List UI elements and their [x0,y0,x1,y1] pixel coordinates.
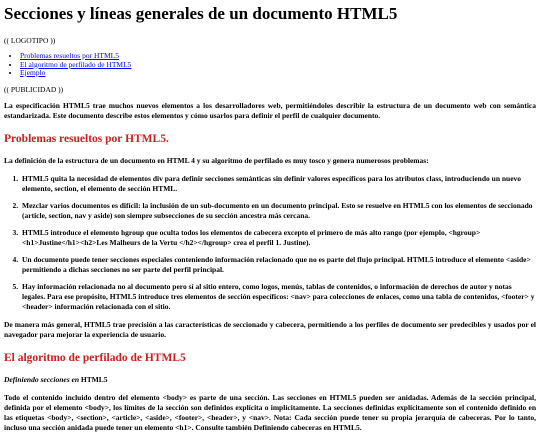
intro-paragraph: La especificación HTML5 trae muchos nuevos elementos a los desarrolladores web, permitiéndoles describir la estructura de un documento web con semántica estandarizada. Este documento describe estos elementos y cómo usarlos para definir el perfil de cualquier documento. [4,100,536,120]
section-heading-problemas: Problemas resueltos por HTML5. [4,132,169,145]
list-item: 5. Hay información relacionada no al documento pero sí al sitio entero, como logos, menús, tablas de contenidos, o información de derechos de autor y notas legales. Para ese propósito, HTML5 introduce tres elementos de sección específicos: <nav> para colecciones de enlaces, como una tabla de contenidos, <footer> y <header> información relacionada con el sitio. [20,282,536,312]
subheading-italic: Definiendo secciones en [4,374,79,384]
subheading-definiendo-secciones [4,375,536,385]
subheading-rest: HTML5 [79,374,108,384]
problems-list [4,174,536,312]
table-of-contents [4,52,536,78]
list-item: 4. Un documento puede tener secciones especiales conteniendo información relacionado que no es parte del flujo principal. HTML5 introduce el elemento <aside> permitiendo a dichas secciones no ser parte del perfil principal. [20,255,536,275]
page-title: Secciones y líneas generales de un documento HTML5 [4,4,398,23]
list-item: 3. HTML5 introduce el elemento hgroup que oculta todos los elementos de cabecera excepto el primero de más alto rango (por ejemplo, <hgroup> <h1>Justine</h1><h2>Les Malheurs de la Vertu </h2></hgroup> crea el perfil 1. Justine). [20,228,536,248]
toc-item [20,61,536,70]
section-heading-algoritmo: El algoritmo de perfilado de HTML5 [4,351,186,364]
toc-item [20,69,536,78]
toc-link-algoritmo[interactable]: El algoritmo de perfilado de HTML5 [20,59,132,69]
list-item: 1. HTML5 quita la necesidad de elementos div para definir secciones semánticas sin definir valores específicos para los atributos class, introduciendo un nuevo elemento, section, el elemento de sección HTML. [20,174,536,194]
toc-link-ejemplo[interactable]: Ejemplo [20,68,46,77]
closing-paragraph: De manera más general, HTML5 trae precisión a las características de seccionado y cabecera, permitiendo a los perfiles de documento ser predecibles y usados por el navegador para mejorar la experiencia de usuario. [4,319,536,339]
section-lead-paragraph: La definición de la estructura de un documento en HTML 4 y su algoritmo de perfilado es muy tosco y genera numerosos problemas: [4,155,429,165]
toc-link-problemas[interactable]: Problemas resueltos por HTML5 [20,51,119,60]
list-item: 2. Mezclar varios documentos es difícil: la inclusión de un sub-documento en un documento principal. Esto se resuelve en HTML5 con los elementos de seccionado (article, section, nav y aside) son siempre subsecciones de su sección ancestra más cercana. [20,201,536,221]
logo-placeholder: (( LOGOTIPO )) [4,36,56,45]
section2-paragraph: Todo el contenido incluido dentro del elemento <body> es parte de una sección. Las secciones en HTML5 pueden ser anidadas. Además de la sección principal, definida por el elemento <body>, los límites de la sección son definidos explícita o implícitamente. La secciones definidas explícitamente son el contenido definido en las etiquetas <body>, <section>, <article>, <aside>, <footer>, <header>, y <nav>. Nota: Cada sección puede tener su propia jerarquía de cabeceras. Por lo tanto, incluso una sección anidada puede tener un elemento <h1>. Consulte también Definiendo cabeceras en HTML5. [4,392,536,432]
ad-placeholder: (( PUBLICIDAD )) [4,84,64,94]
